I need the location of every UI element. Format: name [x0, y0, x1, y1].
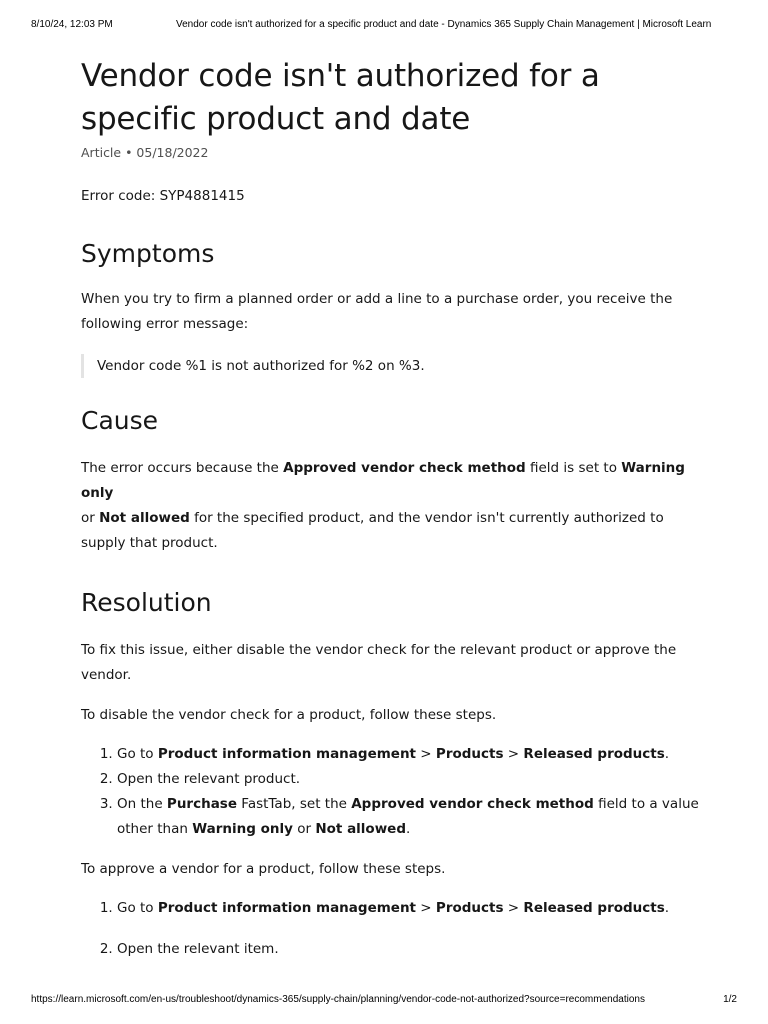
print-footer [31, 994, 737, 1005]
print-url: https://learn.microsoft.com/en-us/troubleshoot/dynamics-365/supply-chain/planning/vendor-code-not-authorized?source=recommendations [31, 994, 645, 1005]
approve-intro: To approve a vendor for a product, follow these steps. [81, 861, 446, 877]
list-item: 2. Open the relevant item. [117, 937, 701, 962]
cause-heading: Cause [81, 406, 159, 435]
print-datetime: 8/10/24, 12:03 PM [31, 19, 113, 30]
error-message-quote: Vendor code %1 is not authorized for %2 on %3. [81, 354, 701, 378]
approve-steps-list [81, 896, 701, 962]
disable-steps-list [81, 742, 701, 842]
disable-intro: To disable the vendor check for a product, follow these steps. [81, 707, 497, 723]
resolution-intro: To fix this issue, either disable the vendor check for the relevant product or approve the vendor. [81, 642, 677, 683]
error-code: Error code: SYP4881415 [81, 188, 245, 204]
list-item: 1. Go to Product information management > Products > Released products. [117, 742, 701, 767]
article [81, 55, 701, 962]
resolution-heading: Resolution [81, 588, 212, 617]
article-title: Vendor code isn't authorized for a specific product and date [81, 58, 600, 137]
symptoms-heading: Symptoms [81, 239, 215, 268]
print-page-title: Vendor code isn't authorized for a specific product and date - Dynamics 365 Supply Chain Management | Microsoft Learn [176, 19, 712, 30]
list-item: 3. On the Purchase FastTab, set the Approved vendor check method field to a value other than Warning only or Not allowed. [117, 792, 701, 842]
print-header [31, 19, 737, 30]
symptoms-text: When you try to firm a planned order or add a line to a purchase order, you receive the following error message: [81, 291, 673, 332]
page-number: 1/2 [723, 994, 737, 1005]
list-item: 2. Open the relevant product. [117, 767, 701, 792]
list-item: 1. Go to Product information management > Products > Released products. [117, 896, 701, 921]
cause-text: The error occurs because the Approved vendor check method field is set to Warning only or Not allowed for the specified product, and the vendor isn't currently authorized to supply that product. [81, 460, 685, 551]
article-meta: Article • 05/18/2022 [81, 145, 209, 160]
